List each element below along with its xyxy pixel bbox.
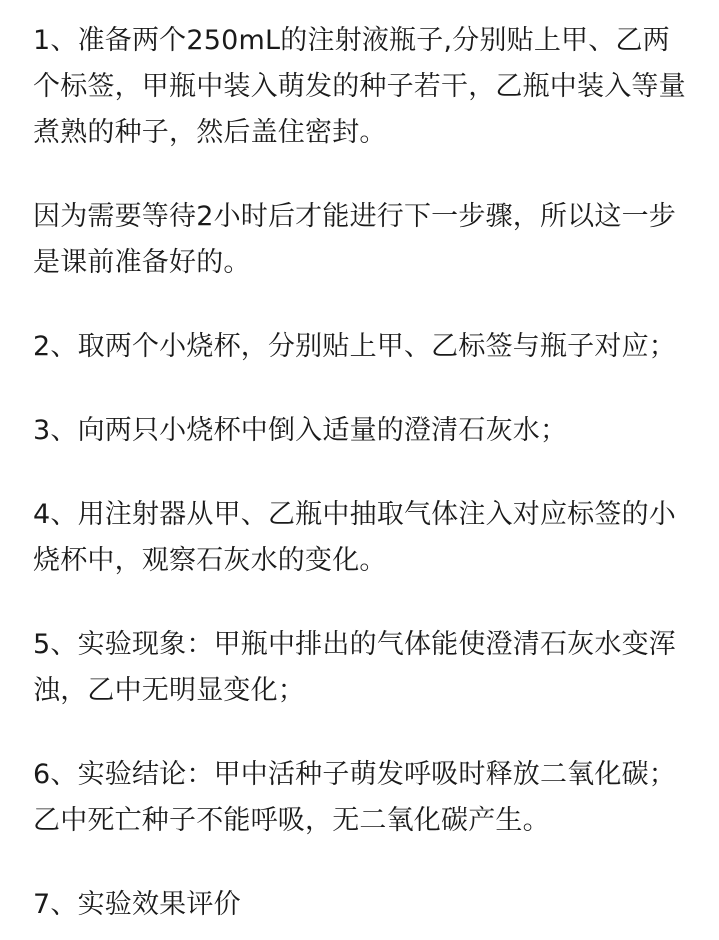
paragraph-step-4: 4、用注射器从甲、乙瓶中抽取气体注入对应标签的小烧杯中，观察石灰水的变化。 [33, 499, 676, 576]
paragraph-step-6: 6、实验结论：甲中活种子萌发呼吸时释放二氧化碳；乙中死亡种子不能呼吸，无二氧化碳产生。 [33, 759, 676, 836]
paragraph-step-7: 7、实验效果评价 [33, 889, 241, 920]
paragraph-step-3: 3、向两只小烧杯中倒入适量的澄清石灰水； [33, 415, 568, 446]
paragraph-step-1: 1、准备两个250mL的注射液瓶子,分别贴上甲、乙两个标签，甲瓶中装入萌发的种子若干，乙瓶中装入等量煮熟的种子，然后盖住密封。 [33, 25, 686, 148]
paragraph-step-5: 5、实验现象：甲瓶中排出的气体能使澄清石灰水变浑浊，乙中无明显变化； [33, 629, 676, 706]
paragraph-step-2: 2、取两个小烧杯，分别贴上甲、乙标签与瓶子对应； [33, 331, 676, 362]
paragraph-note: 因为需要等待2小时后才能进行下一步骤，所以这一步是课前准备好的。 [33, 201, 676, 278]
